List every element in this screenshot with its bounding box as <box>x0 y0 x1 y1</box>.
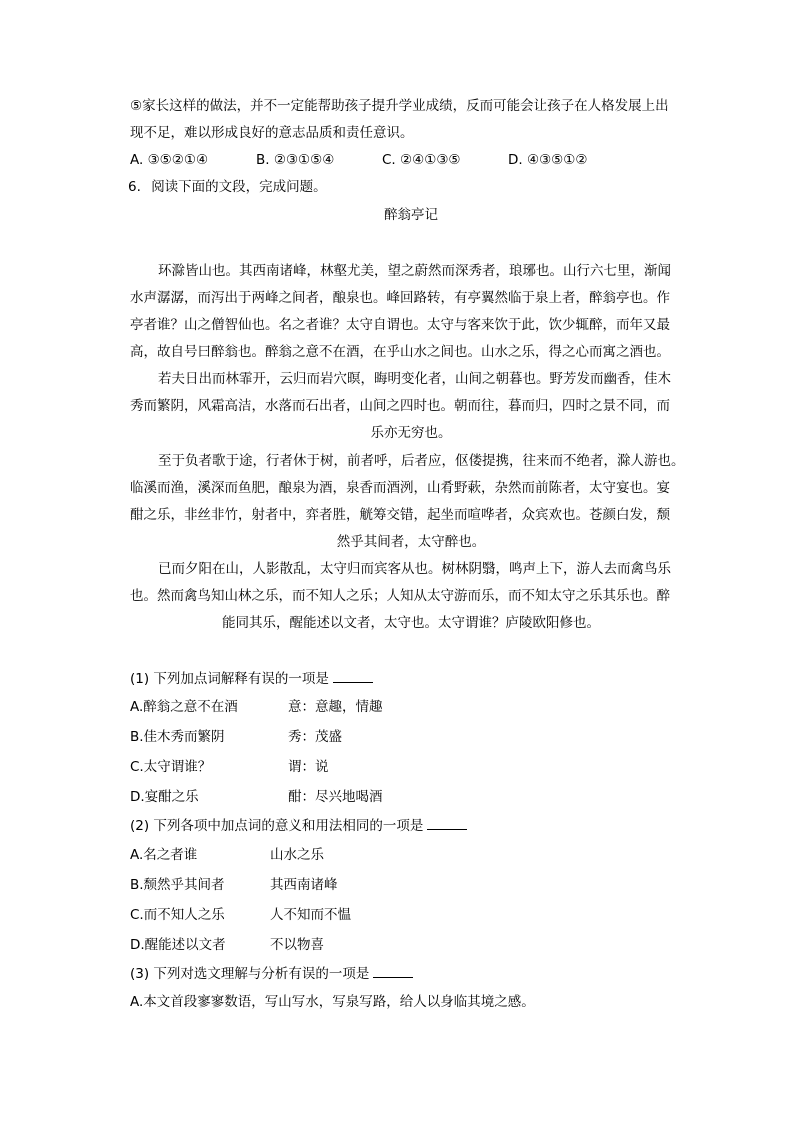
sub2-option-text: C.而不知人之乐 <box>130 907 225 923</box>
sub1-option-text: D.宴酣之乐 <box>130 789 199 805</box>
para1-line3: 亭者谁？山之僧智仙也。名之者谁？太守自谓也。太守与客来饮于此，饮少辄醉，而年又最 <box>130 317 670 333</box>
answer-blank[interactable] <box>373 964 413 978</box>
sub2-prompt <box>130 816 467 835</box>
q6-instruction: 阅读下面的文段，完成问题。 <box>151 179 327 195</box>
sub3-prompt <box>130 964 413 983</box>
q6-header <box>128 178 327 196</box>
q5-item5-line1: ⑤家长这样的做法，并不一定能帮助孩子提升学业成绩，反而可能会让孩子在人格发展上出 <box>130 98 669 114</box>
sub1-option-gloss: 秀：茂盛 <box>288 729 342 745</box>
sub2-option-pair: 不以物喜 <box>270 937 324 953</box>
q5-choice-a[interactable]: A. ③⑤②①④ <box>130 152 209 168</box>
para1-line4: 高，故自号曰醉翁也。醉翁之意不在酒，在乎山水之间也。山水之乐，得之心而寓之酒也。 <box>130 344 670 360</box>
para3-line4: 然乎其间者，太守醉也。 <box>336 534 486 550</box>
sub1-option-gloss: 谓：说 <box>288 759 329 775</box>
sub1-option-gloss: 意：意趣，情趣 <box>288 699 383 715</box>
para3-line2: 临溪而渔，溪深而鱼肥，酿泉为酒，泉香而酒洌，山肴野蔌，杂然而前陈者，太守宴也。宴 <box>130 480 670 496</box>
sub2-option-text: A.名之者谁 <box>130 847 198 863</box>
para1-line2: 水声潺潺，而泻出于两峰之间者，酿泉也。峰回路转，有亭翼然临于泉上者，醉翁亭也。作 <box>130 290 670 306</box>
para2-line3: 乐亦无穷也。 <box>370 425 452 441</box>
q5-choice-b[interactable]: B. ②③①⑤④ <box>256 152 335 168</box>
sub1-option-gloss: 酣：尽兴地喝酒 <box>288 789 383 805</box>
sub2-option-pair: 其西南诸峰 <box>270 877 338 893</box>
sub3-option-a[interactable]: A.本文首段寥寥数语，写山写水，写泉写路，给人以身临其境之感。 <box>130 994 535 1010</box>
para2-line1: 若夫日出而林霏开，云归而岩穴暝，晦明变化者，山间之朝暮也。野芳发而幽香，佳木 <box>158 371 671 387</box>
para1-line1: 环滁皆山也。其西南诸峰，林壑尤美，望之蔚然而深秀者，琅琊也。山行六七里，渐闻 <box>158 263 671 279</box>
sub3-prompt-text: (3) 下列对选文理解与分析有误的一项是 <box>130 966 370 982</box>
sub2-option-text: D.醒能述以文者 <box>130 937 226 953</box>
para3-line1: 至于负者歌于途，行者休于树，前者呼，后者应，伛偻提携，往来而不绝者，滁人游也。 <box>158 453 685 469</box>
answer-blank[interactable] <box>333 669 373 683</box>
q5-choice-d[interactable]: D. ④③⑤①② <box>508 152 588 168</box>
sub2-option-pair: 山水之乐 <box>270 847 324 863</box>
q5-choice-c[interactable]: C. ②④①③⑤ <box>382 152 461 168</box>
para4-line1: 已而夕阳在山，人影散乱，太守归而宾客从也。树林阴翳，鸣声上下，游人去而禽鸟乐 <box>158 561 671 577</box>
sub1-option-text: A.醉翁之意不在酒 <box>130 699 238 715</box>
q6-number: 6. <box>128 179 141 195</box>
q5-item5-line2: 现不足，难以形成良好的意志品质和责任意识。 <box>130 125 414 141</box>
passage-title: 醉翁亭记 <box>384 207 438 223</box>
para2-line2: 秀而繁阴，风霜高洁，水落而石出者，山间之四时也。朝而往，暮而归，四时之景不同，而 <box>130 398 670 414</box>
sub2-option-pair: 人不知而不愠 <box>270 907 351 923</box>
para4-line2: 也。然而禽鸟知山林之乐，而不知人之乐；人知从太守游而乐，而不知太守之乐其乐也。醉 <box>130 588 670 604</box>
sub1-prompt-text: (1) 下列加点词解释有误的一项是 <box>130 671 329 687</box>
para4-line3: 能同其乐，醒能述以文者，太守也。太守谓谁？庐陵欧阳修也。 <box>222 615 600 631</box>
sub1-prompt <box>130 669 373 688</box>
sub1-option-text: B.佳木秀而繁阴 <box>130 729 225 745</box>
answer-blank[interactable] <box>427 816 467 830</box>
sub2-prompt-text: (2) 下列各项中加点词的意义和用法相同的一项是 <box>130 818 424 834</box>
sub1-option-text: C.太守谓谁？ <box>130 759 212 775</box>
sub2-option-text: B.颓然乎其间者 <box>130 877 225 893</box>
para3-line3: 酣之乐，非丝非竹，射者中，弈者胜，觥筹交错，起坐而喧哗者，众宾欢也。苍颜白发，颓 <box>130 507 670 523</box>
